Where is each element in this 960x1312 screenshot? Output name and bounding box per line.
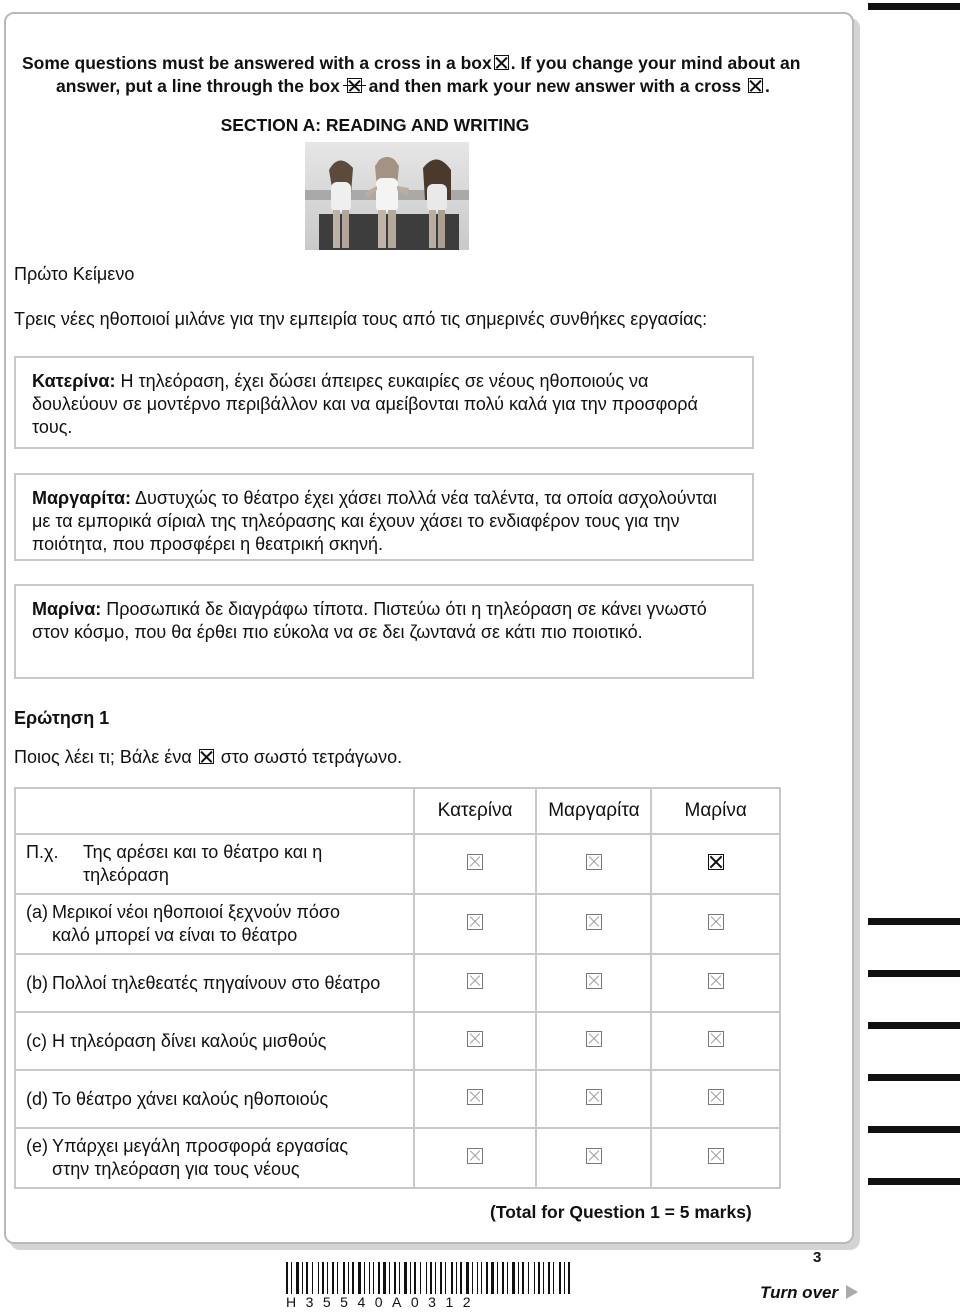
row-line1: Το θέατρο χάνει καλούς ηθοποιούς xyxy=(52,1088,329,1109)
intro-text: Τρεις νέες ηθοποιοί μιλάνε για την εμπειρία τους από τις σημερινές συνθήκες εργασίας: xyxy=(14,309,708,329)
question-total: (Total for Question 1 = 5 marks) xyxy=(490,1202,752,1222)
cell xyxy=(651,834,780,894)
cell xyxy=(651,954,780,1012)
answer-checkbox[interactable] xyxy=(467,973,483,989)
instructions-line2: answer, put a line through the box xyxy=(56,76,340,96)
arrow-right-icon xyxy=(846,1285,858,1299)
answer-table xyxy=(14,787,781,1189)
answer-checkbox[interactable] xyxy=(586,973,602,989)
turn-over[interactable] xyxy=(760,1283,858,1303)
table-row-example xyxy=(15,834,780,894)
speaker-box-margarita xyxy=(14,473,754,561)
table-row xyxy=(15,954,780,1012)
instructions-line2-end: . xyxy=(765,76,770,96)
question-instruction-b: στο σωστό τετράγωνο. xyxy=(220,747,403,767)
row-line1: Μερικοί νέοι ηθοποιοί ξεχνούν πόσο xyxy=(52,902,340,922)
cell xyxy=(651,1012,780,1070)
row-line1: Πολλοί τηλεθεατές πηγαίνουν στο θέατρο xyxy=(52,972,381,993)
barcode-number: H35540A0312 xyxy=(286,1294,481,1310)
cross-box-icon xyxy=(199,749,214,764)
margin-bar xyxy=(868,918,960,925)
speaker-name: Μαργαρίτα: xyxy=(32,488,131,508)
answer-checkbox[interactable] xyxy=(467,1148,483,1164)
row-statement xyxy=(15,954,414,1012)
section-title: SECTION A: READING AND WRITING xyxy=(220,115,530,135)
column-header: Κατερίνα xyxy=(414,788,537,834)
column-header: Μαργαρίτα xyxy=(536,788,651,834)
cell xyxy=(414,1012,537,1070)
cell xyxy=(414,954,537,1012)
cell xyxy=(536,954,651,1012)
answer-checkbox[interactable] xyxy=(586,1148,602,1164)
row-line2: τηλεόραση xyxy=(83,865,169,885)
speaker-name: Κατερίνα: xyxy=(32,371,116,391)
question-title: Ερώτηση 1 xyxy=(14,708,110,728)
margin-bar xyxy=(868,1022,960,1029)
cell xyxy=(414,894,537,954)
answer-checkbox[interactable] xyxy=(708,914,724,930)
cell xyxy=(536,1070,651,1128)
speaker-text: Προσωπικά δε διαγράφω τίποτα. Πιστεύω ότι η τηλεόραση σε κάνει γνωστό στον κόσμο, που θα έρθει πιο εύκολα να σε δει ζωντανά σε κάτι πιο ποιοτικό. xyxy=(32,599,707,642)
margin-bar xyxy=(868,1074,960,1081)
margin-bar xyxy=(868,1178,960,1185)
row-label: (a) xyxy=(26,902,48,922)
cell xyxy=(414,1128,537,1188)
speaker-box-marina xyxy=(14,584,754,679)
margin-bar xyxy=(868,3,960,10)
text-title: Πρώτο Κείμενο xyxy=(14,264,135,284)
cell xyxy=(651,1070,780,1128)
row-statement xyxy=(15,894,414,954)
row-statement xyxy=(15,1128,414,1188)
answer-checkbox[interactable] xyxy=(467,1031,483,1047)
row-line1: Η τηλεόραση δίνει καλούς μισθούς xyxy=(52,1030,327,1051)
cell xyxy=(651,894,780,954)
question-instruction xyxy=(14,747,402,768)
cell xyxy=(536,894,651,954)
answer-checkbox[interactable] xyxy=(586,854,602,870)
table-row xyxy=(15,894,780,954)
question-instruction-a: Ποιος λέει τι; Βάλε ένα xyxy=(14,747,192,767)
speaker-text: Η τηλεόραση, έχει δώσει άπειρες ευκαιρίες σε νέους ηθοποιούς να δουλεύουν σε μοντέρνο περιβάλλον και να αμείβονται πολύ καλά για την προσφορά τους. xyxy=(32,371,698,437)
answer-checkbox[interactable] xyxy=(708,1148,724,1164)
row-line2: στην τηλεόραση για τους νέους xyxy=(52,1159,300,1179)
instructions-line1: Some questions must be answered with a cross in a box xyxy=(22,53,492,73)
row-label: (d) xyxy=(26,1088,48,1109)
table-header-blank xyxy=(15,788,414,834)
table-row xyxy=(15,1012,780,1070)
struck-cross-box-icon xyxy=(347,78,362,93)
table-row xyxy=(15,1070,780,1128)
instructions xyxy=(22,52,812,98)
answer-checkbox-checked[interactable] xyxy=(708,854,724,870)
row-statement xyxy=(15,1012,414,1070)
cross-box-icon xyxy=(748,78,763,93)
barcode xyxy=(286,1262,576,1298)
row-line1: Της αρέσει και το θέατρο και η xyxy=(83,842,323,862)
row-line2: καλό μπορεί να είναι το θέατρο xyxy=(52,925,298,945)
table-row xyxy=(15,1128,780,1188)
answer-checkbox[interactable] xyxy=(467,1089,483,1105)
turn-over-label: Turn over xyxy=(760,1283,839,1302)
cell xyxy=(414,834,537,894)
cross-box-icon xyxy=(494,55,509,70)
row-label: (e) xyxy=(26,1136,48,1156)
answer-checkbox[interactable] xyxy=(708,1031,724,1047)
cell xyxy=(536,1012,651,1070)
row-statement xyxy=(15,834,414,894)
cell xyxy=(536,1128,651,1188)
instructions-line2-mid: and then mark your new answer with a cross xyxy=(368,76,742,96)
cell xyxy=(414,1070,537,1128)
answer-checkbox[interactable] xyxy=(708,973,724,989)
answer-checkbox[interactable] xyxy=(586,914,602,930)
answer-checkbox[interactable] xyxy=(586,1089,602,1105)
table-header-row xyxy=(15,788,780,834)
speaker-name: Μαρίνα: xyxy=(32,599,102,619)
margin-bar xyxy=(868,1126,960,1133)
answer-checkbox[interactable] xyxy=(586,1031,602,1047)
row-label: (b) xyxy=(26,972,48,993)
speaker-text: Δυστυχώς το θέατρο έχει χάσει πολλά νέα ταλέντα, τα οποία ασχολούνται με τα εμπορικά σίριαλ της τηλεόρασης και έχουν χάσει το ενδιαφέρον τους για την ποιότητα, που προσφέρει η θεατρική σκηνή. xyxy=(32,488,717,554)
column-header: Μαρίνα xyxy=(651,788,780,834)
answer-checkbox[interactable] xyxy=(467,854,483,870)
speaker-box-katerina xyxy=(14,356,754,449)
cell xyxy=(651,1128,780,1188)
margin-bar xyxy=(868,970,960,977)
row-label: Π.χ. xyxy=(26,842,59,862)
cell xyxy=(536,834,651,894)
photo-three-women xyxy=(305,142,469,250)
answer-checkbox[interactable] xyxy=(708,1089,724,1105)
row-label: (c) xyxy=(26,1030,47,1051)
instructions-line1-end: . If you change your mind about an xyxy=(510,53,801,73)
answer-checkbox[interactable] xyxy=(467,914,483,930)
row-line1: Υπάρχει μεγάλη προσφορά εργασίας xyxy=(52,1136,349,1156)
page-number: 3 xyxy=(813,1249,822,1266)
row-statement xyxy=(15,1070,414,1128)
